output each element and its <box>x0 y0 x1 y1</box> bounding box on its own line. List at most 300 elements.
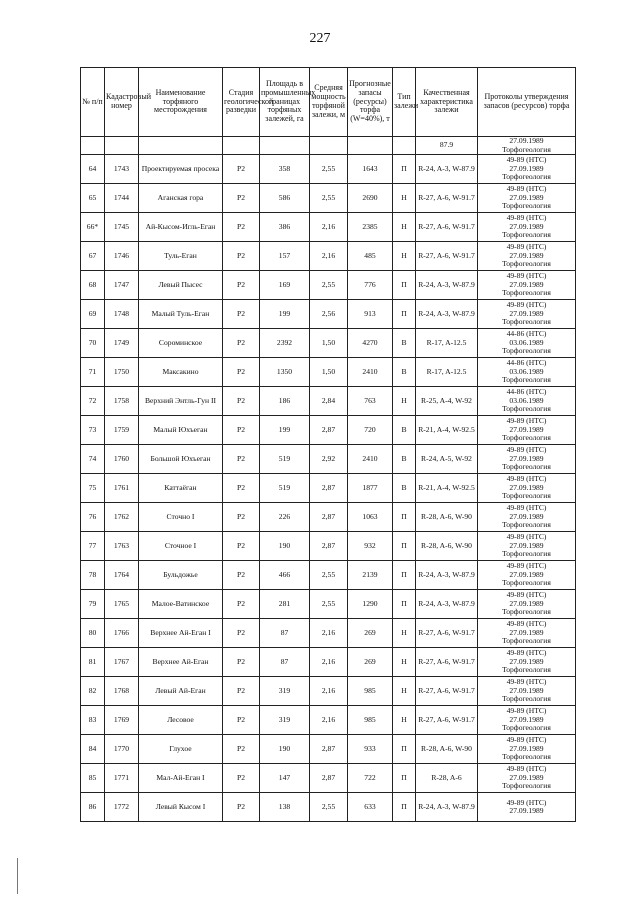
cell-reserves: 985 <box>348 706 393 735</box>
cell-area: 169 <box>260 271 310 300</box>
protocol-line: 27.09.1989 <box>509 627 544 637</box>
cell-number: 68 <box>81 271 105 300</box>
cell-deposit-type: Н <box>393 184 416 213</box>
cell-quality: R-27, A-6, W-91.7 <box>416 706 478 735</box>
protocol-line: 27.09.1989 <box>509 136 544 145</box>
cell-reserves: 913 <box>348 300 393 329</box>
protocol-line: 49-89 (НТС) <box>506 764 547 774</box>
page-number: 227 <box>309 31 331 46</box>
cell-reserves: 1290 <box>348 590 393 619</box>
cell-number: 86 <box>81 793 105 822</box>
protocol-line: Торфогеология <box>502 723 551 733</box>
protocol-line: Торфогеология <box>502 665 551 675</box>
cell-reserves: 722 <box>348 764 393 793</box>
protocol-line: 49-89 (НТС) <box>506 271 547 281</box>
table-row <box>81 706 576 735</box>
cell-deposit-type: П <box>393 764 416 793</box>
table-row <box>81 271 576 300</box>
cell-protocol <box>478 213 576 242</box>
cell-area: 2392 <box>260 329 310 358</box>
cell-protocol <box>478 503 576 532</box>
cell-reserves: 933 <box>348 735 393 764</box>
protocol-line: Торфогеология <box>502 752 551 762</box>
header-reserves: Прогнозные запасы (ресурсы) торфа (W=40%), т <box>348 68 393 137</box>
cell-protocol <box>478 387 576 416</box>
cell-cadastral: 1766 <box>105 619 139 648</box>
cell-reserves: 720 <box>348 416 393 445</box>
cell-cadastral: 1763 <box>105 532 139 561</box>
cell-number: 67 <box>81 242 105 271</box>
protocol-line: 49-89 (НТС) <box>506 797 547 807</box>
cell-deposit-type: П <box>393 735 416 764</box>
header-number: № п/п <box>81 68 105 137</box>
cell-protocol <box>478 590 576 619</box>
protocol-line: 49-89 (НТС) <box>506 677 547 687</box>
cell-number: 85 <box>81 764 105 793</box>
cell-deposit-type: В <box>393 445 416 474</box>
protocol-line: Торфогеология <box>502 549 551 559</box>
cell-protocol <box>478 155 576 184</box>
cell-protocol <box>478 793 576 822</box>
cell-reserves: 1643 <box>348 155 393 184</box>
cell-quality: R-25, A-4, W-92 <box>416 387 478 416</box>
cell-number: 79 <box>81 590 105 619</box>
table-row <box>81 648 576 677</box>
cell-stage: Р2 <box>223 648 260 677</box>
protocol-line: Торфогеология <box>502 230 551 240</box>
cell-depth: 2,16 <box>310 213 348 242</box>
cell-protocol <box>478 329 576 358</box>
cell-cadastral: 1747 <box>105 271 139 300</box>
protocol-line: 27.09.1989 <box>509 424 544 434</box>
cell-number: 69 <box>81 300 105 329</box>
protocol-line: 49-89 (НТС) <box>506 155 547 165</box>
cell-cadastral: 1772 <box>105 793 139 822</box>
cell-stage: Р2 <box>223 764 260 793</box>
protocol-line: 49-89 (НТС) <box>506 300 547 310</box>
cell-number: 81 <box>81 648 105 677</box>
cell-reserves: 932 <box>348 532 393 561</box>
cell-protocol <box>478 358 576 387</box>
table-row <box>81 387 576 416</box>
cell-area: 586 <box>260 184 310 213</box>
cell-reserves: 2139 <box>348 561 393 590</box>
cell-reserves: 985 <box>348 677 393 706</box>
cell-quality: R-24, A-3, W-87.9 <box>416 300 478 329</box>
cell-cadastral: 1760 <box>105 445 139 474</box>
table-row <box>81 242 576 271</box>
cell-deposit-name: Глухое <box>139 735 223 764</box>
cell-cadastral: 1768 <box>105 677 139 706</box>
protocol-line: 44-86 (НТС) <box>506 329 547 339</box>
cell-deposit-name: Левый Ай-Еган <box>139 677 223 706</box>
cell-reserves: 633 <box>348 793 393 822</box>
cell-cadastral: 1770 <box>105 735 139 764</box>
cell-number: 80 <box>81 619 105 648</box>
cell-protocol <box>478 735 576 764</box>
protocol-line: 27.09.1989 <box>509 279 544 289</box>
cell-quality: 87.9 <box>416 137 478 155</box>
cell-depth: 2,92 <box>310 445 348 474</box>
cell-depth: 2,16 <box>310 706 348 735</box>
cell-empty <box>260 137 310 155</box>
cell-protocol <box>478 619 576 648</box>
cell-deposit-name: Бульдожье <box>139 561 223 590</box>
table-row <box>81 735 576 764</box>
cell-number: 84 <box>81 735 105 764</box>
protocol-line: 27.09.1989 <box>509 806 544 815</box>
cell-empty <box>393 137 416 155</box>
cell-stage: Р2 <box>223 416 260 445</box>
protocol-line: 27.09.1989 <box>509 743 544 753</box>
cell-area: 519 <box>260 474 310 503</box>
cell-area: 319 <box>260 706 310 735</box>
table-header-row <box>81 68 576 137</box>
cell-deposit-type: Н <box>393 213 416 242</box>
protocol-line: 49-89 (НТС) <box>506 416 547 426</box>
cell-deposit-type: П <box>393 561 416 590</box>
protocol-line: Торфогеология <box>502 144 551 154</box>
table-row <box>81 329 576 358</box>
protocol-line: 49-89 (НТС) <box>506 242 547 252</box>
cell-depth: 2,87 <box>310 532 348 561</box>
cell-deposit-name: Левый Кысом I <box>139 793 223 822</box>
cell-area: 199 <box>260 300 310 329</box>
cell-stage: Р2 <box>223 329 260 358</box>
protocol-line: 27.09.1989 <box>509 540 544 550</box>
cell-quality: R-21, A-4, W-92.5 <box>416 416 478 445</box>
protocol-line: 49-89 (НТС) <box>506 184 547 194</box>
cell-depth: 1,50 <box>310 358 348 387</box>
cell-quality: R-27, A-6, W-91.7 <box>416 213 478 242</box>
cell-cadastral: 1769 <box>105 706 139 735</box>
cell-cadastral: 1748 <box>105 300 139 329</box>
cell-number: 71 <box>81 358 105 387</box>
cell-deposit-name: Большой Юхъеган <box>139 445 223 474</box>
cell-protocol <box>478 706 576 735</box>
cell-depth: 2,55 <box>310 793 348 822</box>
cell-protocol <box>478 137 576 155</box>
cell-depth: 2,87 <box>310 416 348 445</box>
cell-empty <box>105 137 139 155</box>
cell-protocol <box>478 648 576 677</box>
cell-deposit-name: Левый Пысес <box>139 271 223 300</box>
cell-quality: R-24, A-3, W-87.9 <box>416 271 478 300</box>
cell-quality: R-28, A-6, W-90 <box>416 503 478 532</box>
cell-stage: Р2 <box>223 735 260 764</box>
peat-deposit-table <box>80 67 576 822</box>
cell-protocol <box>478 764 576 793</box>
cell-deposit-name: Верхнее Ай-Еган I <box>139 619 223 648</box>
cell-depth: 2,55 <box>310 590 348 619</box>
cell-deposit-name: Малый Юхъеган <box>139 416 223 445</box>
cell-quality: R-27, A-6, W-91.7 <box>416 619 478 648</box>
table-row <box>81 445 576 474</box>
table-row <box>81 300 576 329</box>
cell-deposit-type: П <box>393 271 416 300</box>
cell-quality: R-28, A-6, W-90 <box>416 735 478 764</box>
cell-deposit-name: Каттаёган <box>139 474 223 503</box>
protocol-line: 49-89 (НТС) <box>506 503 547 513</box>
protocol-line: 49-89 (НТС) <box>506 532 547 542</box>
protocol-line: 27.09.1989 <box>509 482 544 492</box>
protocol-line: Торфогеология <box>502 462 551 472</box>
cell-quality: R-24, A-5, W-92 <box>416 445 478 474</box>
header-quality: Качественная характеристика залежи <box>416 68 478 137</box>
cell-quality: R-28, A-6, W-90 <box>416 532 478 561</box>
cell-depth: 2,87 <box>310 474 348 503</box>
cell-quality: R-17, A-12.5 <box>416 358 478 387</box>
cell-depth: 2,84 <box>310 387 348 416</box>
cell-area: 1350 <box>260 358 310 387</box>
protocol-line: Торфогеология <box>502 433 551 443</box>
continuation-row <box>81 137 576 155</box>
cell-number: 83 <box>81 706 105 735</box>
cell-deposit-type: Н <box>393 619 416 648</box>
cell-number: 66* <box>81 213 105 242</box>
cell-protocol <box>478 445 576 474</box>
cell-depth: 2,87 <box>310 503 348 532</box>
protocol-line: 03.06.1989 <box>509 395 544 405</box>
protocol-line: 49-89 (НТС) <box>506 213 547 223</box>
protocol-line: 49-89 (НТС) <box>506 619 547 629</box>
cell-area: 386 <box>260 213 310 242</box>
cell-number: 64 <box>81 155 105 184</box>
cell-deposit-name: Сороминское <box>139 329 223 358</box>
cell-deposit-name: Туль-Еган <box>139 242 223 271</box>
cell-area: 138 <box>260 793 310 822</box>
cell-number: 75 <box>81 474 105 503</box>
cell-stage: Р2 <box>223 677 260 706</box>
cell-reserves: 1877 <box>348 474 393 503</box>
protocol-line: 27.09.1989 <box>509 685 544 695</box>
cell-reserves: 2385 <box>348 213 393 242</box>
cell-quality: R-21, A-4, W-92.5 <box>416 474 478 503</box>
cell-stage: Р2 <box>223 358 260 387</box>
protocol-line: 49-89 (НТС) <box>506 561 547 571</box>
header-deposit-name: Наименование торфяного месторождения <box>139 68 223 137</box>
cell-deposit-type: П <box>393 155 416 184</box>
protocol-line: Торфогеология <box>502 375 551 385</box>
protocol-line: 49-89 (НТС) <box>506 590 547 600</box>
cell-stage: Р2 <box>223 503 260 532</box>
margin-mark <box>17 858 18 894</box>
cell-empty <box>310 137 348 155</box>
cell-stage: Р2 <box>223 445 260 474</box>
protocol-line: 27.09.1989 <box>509 511 544 521</box>
cell-empty <box>139 137 223 155</box>
cell-protocol <box>478 242 576 271</box>
cell-stage: Р2 <box>223 242 260 271</box>
table-row <box>81 677 576 706</box>
cell-cadastral: 1767 <box>105 648 139 677</box>
cell-area: 190 <box>260 735 310 764</box>
cell-protocol <box>478 300 576 329</box>
cell-number: 82 <box>81 677 105 706</box>
cell-cadastral: 1745 <box>105 213 139 242</box>
cell-area: 358 <box>260 155 310 184</box>
cell-stage: Р2 <box>223 561 260 590</box>
cell-reserves: 1063 <box>348 503 393 532</box>
table-row <box>81 474 576 503</box>
cell-depth: 2,55 <box>310 271 348 300</box>
cell-area: 186 <box>260 387 310 416</box>
cell-deposit-name: Сточное I <box>139 532 223 561</box>
protocol-line: Торфогеология <box>502 288 551 298</box>
protocol-line: 27.09.1989 <box>509 250 544 260</box>
cell-stage: Р2 <box>223 213 260 242</box>
cell-cadastral: 1762 <box>105 503 139 532</box>
cell-number: 74 <box>81 445 105 474</box>
header-stage: Стадия геологической разведки <box>223 68 260 137</box>
protocol-line: 27.09.1989 <box>509 569 544 579</box>
cell-depth: 2,16 <box>310 648 348 677</box>
cell-cadastral: 1761 <box>105 474 139 503</box>
cell-deposit-name: Малый Туль-Еган <box>139 300 223 329</box>
cell-cadastral: 1749 <box>105 329 139 358</box>
header-area: Площадь в промышленных границах торфяных залежей, га <box>260 68 310 137</box>
table-row <box>81 590 576 619</box>
cell-deposit-name: Ай-Кысом-Игль-Еган <box>139 213 223 242</box>
table-row <box>81 155 576 184</box>
protocol-line: Торфогеология <box>502 404 551 414</box>
table-row <box>81 213 576 242</box>
protocol-line: 49-89 (НТС) <box>506 648 547 658</box>
cell-stage: Р2 <box>223 793 260 822</box>
cell-depth: 1,50 <box>310 329 348 358</box>
cell-protocol <box>478 184 576 213</box>
cell-cadastral: 1764 <box>105 561 139 590</box>
cell-empty <box>348 137 393 155</box>
cell-empty <box>223 137 260 155</box>
cell-quality: R-24, A-3, W-87.9 <box>416 155 478 184</box>
cell-quality: R-17, A-12.5 <box>416 329 478 358</box>
cell-deposit-type: П <box>393 590 416 619</box>
cell-quality: R-24, A-3, W-87.9 <box>416 590 478 619</box>
cell-deposit-type: П <box>393 793 416 822</box>
table-row <box>81 358 576 387</box>
protocol-line: 49-89 (НТС) <box>506 445 547 455</box>
cell-quality: R-28, A-6 <box>416 764 478 793</box>
protocol-line: Торфогеология <box>502 781 551 791</box>
cell-reserves: 2690 <box>348 184 393 213</box>
protocol-line: Торфогеология <box>502 346 551 356</box>
protocol-line: Торфогеология <box>502 201 551 211</box>
protocol-line: Торфогеология <box>502 491 551 501</box>
protocol-line: 03.06.1989 <box>509 366 544 376</box>
cell-deposit-type: П <box>393 503 416 532</box>
protocol-line: Торфогеология <box>502 694 551 704</box>
protocol-line: 49-89 (НТС) <box>506 735 547 745</box>
cell-reserves: 485 <box>348 242 393 271</box>
cell-cadastral: 1743 <box>105 155 139 184</box>
cell-number: 73 <box>81 416 105 445</box>
protocol-line: 27.09.1989 <box>509 656 544 666</box>
cell-area: 519 <box>260 445 310 474</box>
cell-deposit-type: Н <box>393 677 416 706</box>
table-row <box>81 184 576 213</box>
protocol-line: Торфогеология <box>502 607 551 617</box>
table-row <box>81 619 576 648</box>
cell-area: 87 <box>260 619 310 648</box>
cell-depth: 2,55 <box>310 184 348 213</box>
cell-stage: Р2 <box>223 387 260 416</box>
protocol-line: 27.09.1989 <box>509 308 544 318</box>
protocol-line: 27.09.1989 <box>509 221 544 231</box>
protocol-line: 44-86 (НТС) <box>506 358 547 368</box>
cell-depth: 2,56 <box>310 300 348 329</box>
protocol-line: 27.09.1989 <box>509 163 544 173</box>
protocol-line: 44-86 (НТС) <box>506 387 547 397</box>
cell-area: 190 <box>260 532 310 561</box>
cell-deposit-type: Н <box>393 706 416 735</box>
cell-stage: Р2 <box>223 619 260 648</box>
cell-deposit-name: Верхнее Ай-Еган <box>139 648 223 677</box>
cell-quality: R-27, A-6, W-91.7 <box>416 242 478 271</box>
cell-protocol <box>478 271 576 300</box>
cell-deposit-name: Максакино <box>139 358 223 387</box>
cell-depth: 2,87 <box>310 764 348 793</box>
cell-reserves: 763 <box>348 387 393 416</box>
table-row <box>81 503 576 532</box>
table-row <box>81 532 576 561</box>
cell-depth: 2,55 <box>310 561 348 590</box>
cell-quality: R-27, A-6, W-91.7 <box>416 184 478 213</box>
cell-deposit-type: П <box>393 300 416 329</box>
protocol-line: 03.06.1989 <box>509 337 544 347</box>
cell-deposit-type: Н <box>393 242 416 271</box>
cell-stage: Р2 <box>223 155 260 184</box>
cell-area: 147 <box>260 764 310 793</box>
cell-deposit-name: Проектируемая просека <box>139 155 223 184</box>
cell-stage: Р2 <box>223 271 260 300</box>
protocol-line: 27.09.1989 <box>509 598 544 608</box>
protocol-line: 27.09.1989 <box>509 192 544 202</box>
protocol-line: Торфогеология <box>502 520 551 530</box>
protocol-line: Торфогеология <box>502 317 551 327</box>
cell-cadastral: 1765 <box>105 590 139 619</box>
cell-quality: R-27, A-6, W-91.7 <box>416 648 478 677</box>
cell-number: 78 <box>81 561 105 590</box>
cell-number: 65 <box>81 184 105 213</box>
cell-protocol <box>478 677 576 706</box>
cell-stage: Р2 <box>223 532 260 561</box>
cell-depth: 2,16 <box>310 619 348 648</box>
table-body <box>81 137 576 822</box>
protocol-line: 27.09.1989 <box>509 453 544 463</box>
cell-stage: Р2 <box>223 300 260 329</box>
cell-area: 226 <box>260 503 310 532</box>
table-row <box>81 416 576 445</box>
protocol-line: 49-89 (НТС) <box>506 706 547 716</box>
protocol-line: Торфогеология <box>502 172 551 182</box>
cell-deposit-type: П <box>393 532 416 561</box>
cell-area: 319 <box>260 677 310 706</box>
cell-area: 199 <box>260 416 310 445</box>
header-deposit-type: Тип залежи <box>393 68 416 137</box>
cell-depth: 2,87 <box>310 735 348 764</box>
cell-deposit-name: Мал-Ай-Еган I <box>139 764 223 793</box>
protocol-line: Торфогеология <box>502 578 551 588</box>
cell-protocol <box>478 532 576 561</box>
cell-deposit-type: В <box>393 329 416 358</box>
cell-stage: Р2 <box>223 706 260 735</box>
table-row <box>81 561 576 590</box>
protocol-line: 27.09.1989 <box>509 772 544 782</box>
cell-depth: 2,16 <box>310 677 348 706</box>
header-protocol: Протоколы утверждения запасов (ресурсов) торфа <box>478 68 576 137</box>
cell-number: 70 <box>81 329 105 358</box>
